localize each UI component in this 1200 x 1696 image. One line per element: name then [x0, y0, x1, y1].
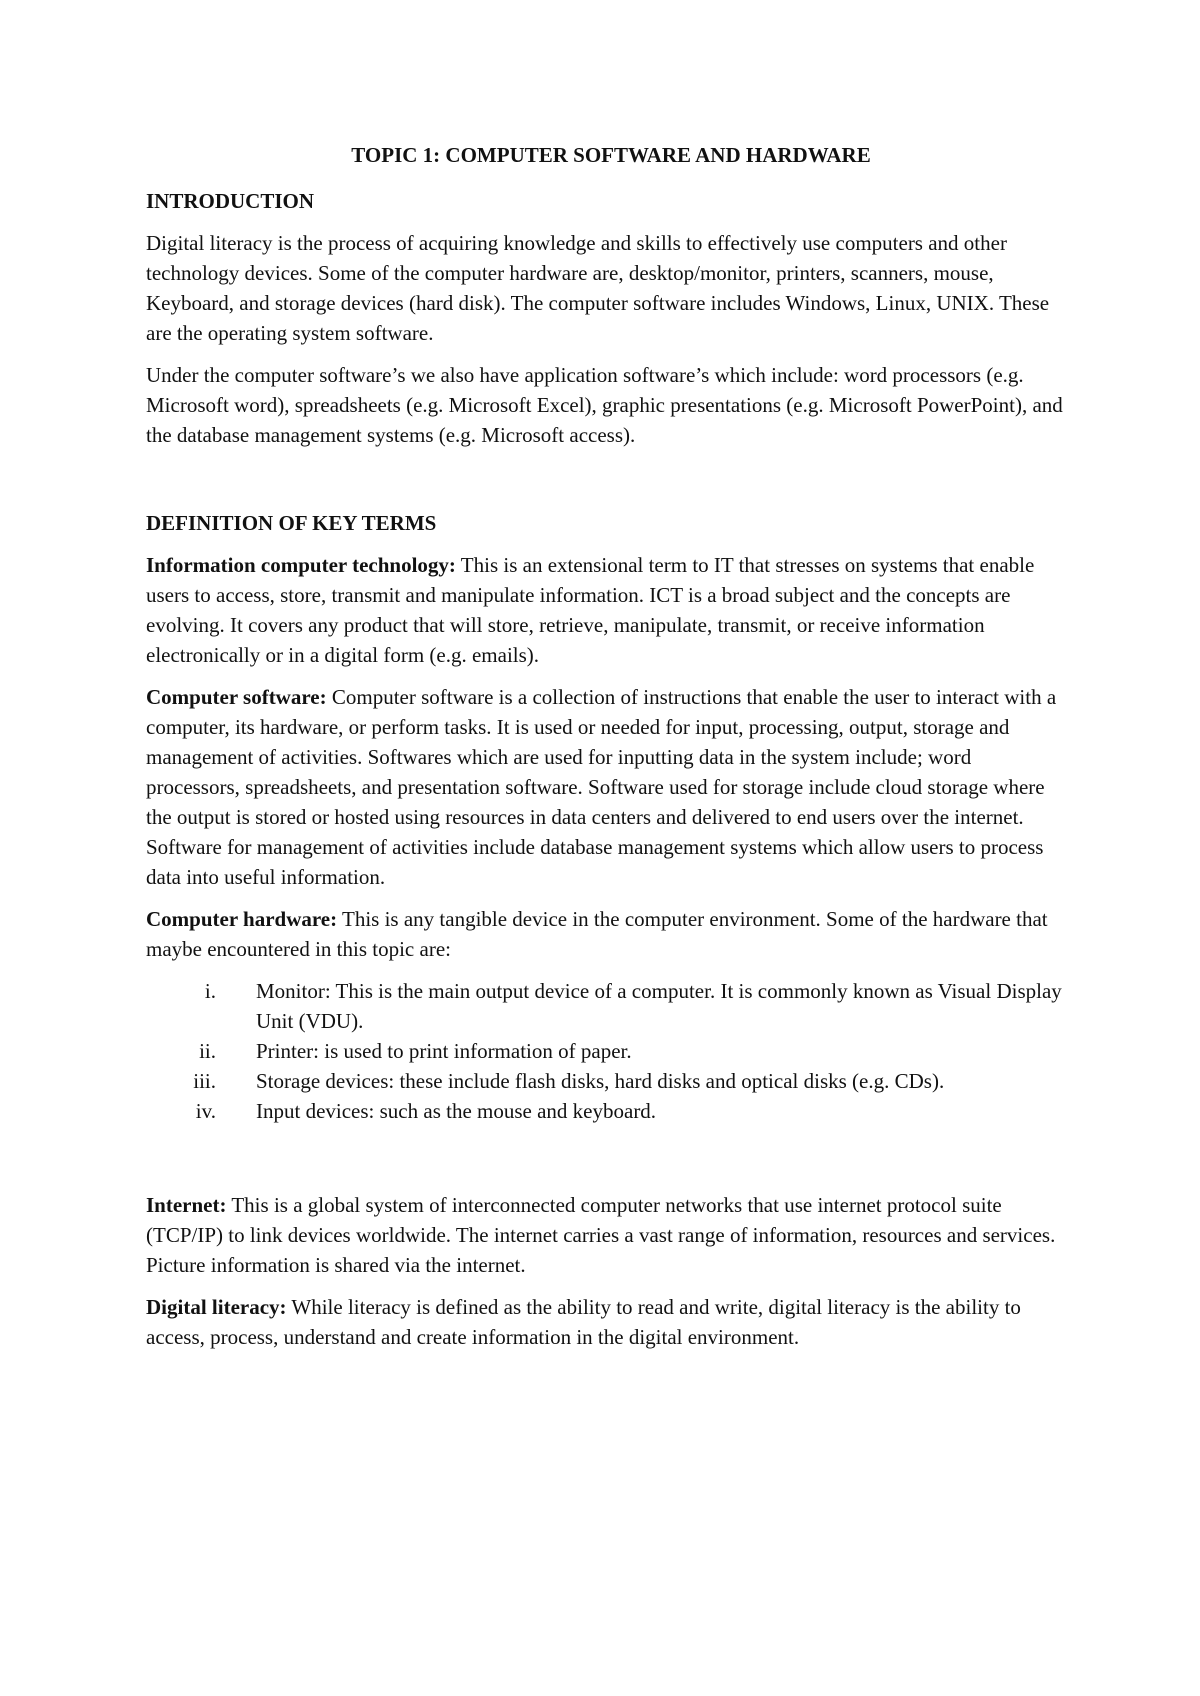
list-item [146, 1036, 1066, 1066]
list-spacer [146, 1126, 1066, 1190]
definition-hardware [146, 904, 1066, 964]
intro-heading: INTRODUCTION [146, 189, 315, 213]
hardware-list [146, 976, 1066, 1126]
definition-term: Internet: [146, 1193, 227, 1217]
definition-digital-literacy [146, 1292, 1066, 1352]
definition-term: Digital literacy: [146, 1295, 287, 1319]
list-item [146, 1066, 1066, 1096]
list-item-number: ii. [199, 1039, 216, 1063]
definition-internet [146, 1190, 1066, 1280]
page-title: TOPIC 1: COMPUTER SOFTWARE AND HARDWARE [351, 143, 871, 167]
definition-text: This is an extensional term to IT that stresses on systems that enable users to access, store, transmit and manipulate information. ICT is a broad subject and the concepts are evolving. It covers any product that will store, retrieve, manipulate, transmit, or receive information electronically or in a digital form (e.g. emails). [146, 553, 1035, 667]
list-item-text: Monitor: This is the main output device of a computer. It is commonly known as Visual Display Unit (VDU). [256, 979, 1062, 1033]
definition-ict [146, 550, 1066, 670]
definition-text: This is any tangible device in the computer environment. Some of the hardware that maybe encountered in this topic are: [146, 907, 1048, 961]
intro-paragraph-2: Under the computer software’s we also have application software’s which include: word processors (e.g. Microsoft word), spreadsheets (e.g. Microsoft Excel), graphic presentations (e.g. Microsoft PowerPoint), and the database management systems (e.g. Microsoft access). [146, 363, 1063, 447]
list-item-text: Input devices: such as the mouse and keyboard. [256, 1099, 657, 1123]
definitions-heading: DEFINITION OF KEY TERMS [146, 511, 437, 535]
section-spacer [146, 462, 1066, 508]
list-item [146, 976, 1066, 1036]
definition-text: This is a global system of interconnected computer networks that use internet protocol suite (TCP/IP) to link devices worldwide. The internet carries a vast range of information, resources and services. Picture information is shared via the internet. [146, 1193, 1056, 1277]
list-item-text: Printer: is used to print information of paper. [256, 1039, 632, 1063]
list-item-number: i. [204, 979, 216, 1003]
definition-text: Computer software is a collection of instructions that enable the user to interact with a computer, its hardware, or perform tasks. It is used or needed for input, processing, output, storage and management of activities. Softwares which are used for inputting data in the system include; word processors, spreadsheets, and presentation software. Software used for storage include cloud storage where the output is stored or hosted using resources in data centers and delivered to end users over the internet. Software for management of activities include database management systems which allow users to process data into useful information. [146, 685, 1057, 889]
list-item-number: iii. [193, 1069, 216, 1093]
list-item [146, 1096, 1066, 1126]
definition-term: Information computer technology: [146, 553, 456, 577]
document-content [146, 140, 1066, 1364]
definition-software [146, 682, 1066, 892]
intro-paragraph-1: Digital literacy is the process of acquiring knowledge and skills to effectively use computers and other technology devices. Some of the computer hardware are, desktop/monitor, printers, scanners, mouse, Keyboard, and storage devices (hard disk). The computer software includes Windows, Linux, UNIX. These are the operating system software. [146, 231, 1050, 345]
definition-text: While literacy is defined as the ability to read and write, digital literacy is the ability to access, process, understand and create information in the digital environment. [146, 1295, 1021, 1349]
definition-term: Computer software: [146, 685, 327, 709]
definition-term: Computer hardware: [146, 907, 338, 931]
list-item-text: Storage devices: these include flash disks, hard disks and optical disks (e.g. CDs). [256, 1069, 945, 1093]
list-item-number: iv. [195, 1099, 216, 1123]
